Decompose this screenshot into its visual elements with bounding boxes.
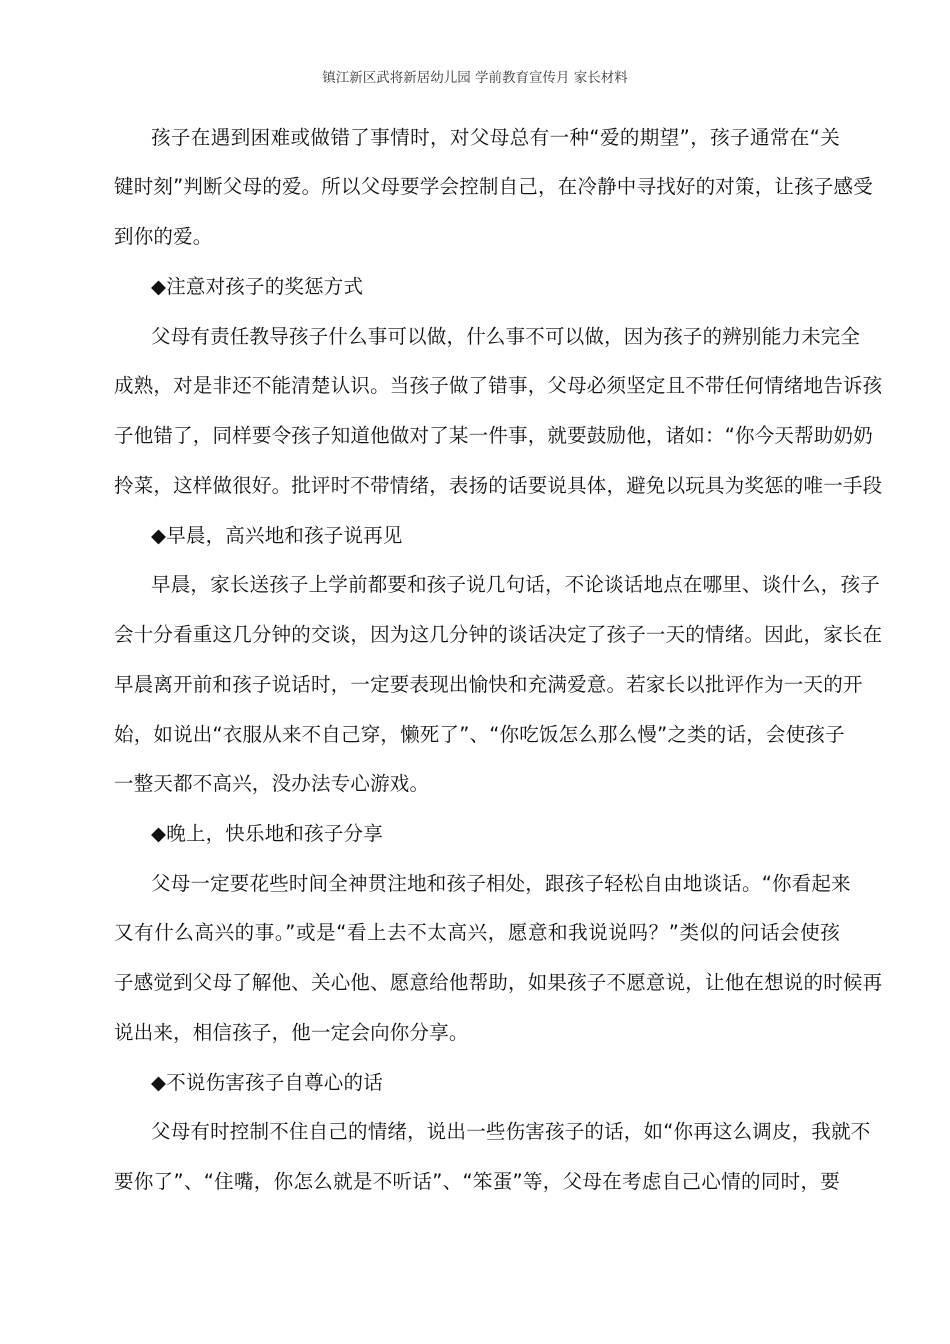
body-line: 子感觉到父母了解他、关心他、愿意给他帮助，如果孩子不愿意说，让他在想说的时候再 <box>114 971 883 994</box>
section-heading: ◆晚上，快乐地和孩子分享 <box>151 822 383 845</box>
body-line: 子他错了，同样要令孩子知道他做对了某一件事，就要鼓励他，诸如：“你今天帮助奶奶 <box>114 424 873 447</box>
section-heading: ◆注意对孩子的奖惩方式 <box>151 275 364 298</box>
body-line: 又有什么高兴的事。”或是“看上去不太高兴，愿意和我说说吗？”类似的问话会使孩 <box>114 921 840 944</box>
page-header: 镇江新区武将新居幼儿园 学前教育宣传月 家长材料 <box>322 70 628 86</box>
body-line: 到你的爱。 <box>114 225 213 248</box>
body-line: 要你了”、“住嘴，你怎么就是不听话”、“笨蛋”等，父母在考虑自己心情的同时，要 <box>114 1170 840 1193</box>
body-line: 父母有时控制不住自己的情绪，说出一些伤害孩子的话，如“你再这么调皮，我就不 <box>151 1120 871 1143</box>
body-line: 始，如说出“衣服从来不自己穿，懒死了”、“你吃饭怎么那么慢”之类的话，会使孩子 <box>114 723 845 746</box>
body-line: 会十分看重这几分钟的交谈，因为这几分钟的谈话决定了孩子一天的情绪。因此，家长在 <box>114 623 883 646</box>
body-line: 早晨，家长送孩子上学前都要和孩子说几句话，不论谈话地点在哪里、谈什么，孩子 <box>151 573 880 596</box>
body-line: 父母有责任教导孩子什么事可以做，什么事不可以做，因为孩子的辨别能力未完全 <box>151 325 861 348</box>
body-line: 拎菜，这样做很好。批评时不带情绪，表扬的话要说具体，避免以玩具为奖惩的唯一手段 <box>114 474 883 497</box>
body-line: 早晨离开前和孩子说话时，一定要表现出愉快和充满爱意。若家长以批评作为一天的开 <box>114 673 863 696</box>
section-heading: ◆早晨，高兴地和孩子说再见 <box>151 524 403 547</box>
section-heading: ◆不说伤害孩子自尊心的话 <box>151 1071 383 1094</box>
body-line: 键时刻”判断父母的爱。所以父母要学会控制自己，在冷静中寻找好的对策，让孩子感受 <box>114 175 873 198</box>
body-line: 孩子在遇到困难或做错了事情时，对父母总有一种“爱的期望”，孩子通常在“关 <box>151 126 840 149</box>
body-line: 一整天都不高兴，没办法专心游戏。 <box>114 772 430 795</box>
body-line: 成熟，对是非还不能清楚认识。当孩子做了错事，父母必须坚定且不带任何情绪地告诉孩 <box>114 374 883 397</box>
body-line: 父母一定要花些时间全神贯注地和孩子相处，跟孩子轻松自由地谈话。“你看起来 <box>151 872 851 895</box>
body-line: 说出来，相信孩子，他一定会向你分享。 <box>114 1021 469 1044</box>
